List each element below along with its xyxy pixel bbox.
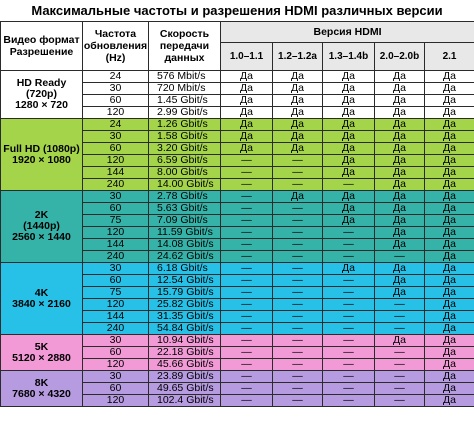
header-version: Версия HDMI [221, 22, 474, 43]
version-support-cell: Да [323, 131, 375, 143]
version-support-cell: — [273, 311, 323, 323]
version-support-cell: Да [273, 119, 323, 131]
data-rate-cell: 6.59 Gbit/s [149, 155, 221, 167]
data-rate-cell: 576 Mbit/s [149, 71, 221, 83]
version-support-cell: — [273, 227, 323, 239]
version-support-cell: Да [323, 71, 375, 83]
version-support-cell: — [221, 167, 273, 179]
version-support-cell: Да [425, 335, 474, 347]
version-support-cell: Да [375, 155, 425, 167]
version-support-cell: — [375, 359, 425, 371]
data-rate-cell: 31.35 Gbit/s [149, 311, 221, 323]
version-support-cell: — [273, 239, 323, 251]
version-support-cell: — [323, 371, 375, 383]
frequency-cell: 30 [83, 263, 149, 275]
data-rate-cell: 12.54 Gbit/s [149, 275, 221, 287]
version-support-cell: — [323, 299, 375, 311]
version-support-cell: Да [221, 71, 273, 83]
version-support-cell: — [221, 335, 273, 347]
version-support-cell: Да [323, 203, 375, 215]
version-support-cell: Да [375, 215, 425, 227]
version-support-cell: — [375, 323, 425, 335]
version-support-cell: Да [375, 167, 425, 179]
version-support-cell: — [273, 395, 323, 407]
format-label-line: 8K [34, 376, 49, 389]
header-rate: Скорость передачи данных [149, 22, 221, 71]
version-support-cell: Да [425, 287, 474, 299]
header-version-4: 2.0–2.0b [375, 43, 425, 71]
format-label [1, 71, 83, 119]
data-rate-cell: 3.20 Gbit/s [149, 143, 221, 155]
format-label-line: 1280 × 720 [15, 99, 68, 111]
data-rate-cell: 1.45 Gbit/s [149, 95, 221, 107]
version-support-cell: Да [221, 131, 273, 143]
frequency-cell: 120 [83, 359, 149, 371]
data-rate-cell: 54.84 Gbit/s [149, 323, 221, 335]
version-support-cell: — [221, 287, 273, 299]
data-rate-cell: 1.26 Gbit/s [149, 119, 221, 131]
frequency-cell: 30 [83, 191, 149, 203]
frequency-cell: 60 [83, 143, 149, 155]
table-row [1, 263, 474, 275]
format-label-line: 7680 × 4320 [12, 387, 71, 400]
version-support-cell: — [323, 227, 375, 239]
version-support-cell: Да [375, 83, 425, 95]
frequency-cell: 120 [83, 107, 149, 119]
format-label-line: 2K [34, 209, 49, 221]
version-support-cell: — [323, 395, 375, 407]
data-rate-cell: 10.94 Gbit/s [149, 335, 221, 347]
version-support-cell: Да [375, 203, 425, 215]
version-support-cell: — [221, 191, 273, 203]
version-support-cell: — [273, 299, 323, 311]
version-support-cell: — [323, 275, 375, 287]
version-support-cell: Да [323, 263, 375, 275]
version-support-cell: Да [425, 119, 474, 131]
version-support-cell: — [273, 323, 323, 335]
format-label-line: 5120 × 2880 [12, 351, 71, 364]
version-support-cell: Да [425, 191, 474, 203]
version-support-cell: — [375, 311, 425, 323]
header-version-2: 1.2–1.2a [273, 43, 323, 71]
frequency-cell: 144 [83, 239, 149, 251]
version-support-cell: Да [425, 311, 474, 323]
version-support-cell: — [221, 359, 273, 371]
frequency-cell: 30 [83, 371, 149, 383]
format-label-line: 4K [34, 286, 49, 299]
version-support-cell: Да [273, 95, 323, 107]
page-title: Максимальные частоты и разрешения HDMI различных версии [31, 3, 443, 18]
version-support-cell: Да [323, 95, 375, 107]
table-body [1, 71, 474, 407]
data-rate-cell: 6.18 Gbit/s [149, 263, 221, 275]
version-support-cell: Да [221, 83, 273, 95]
version-support-cell: — [273, 347, 323, 359]
version-support-cell: — [323, 323, 375, 335]
data-rate-cell: 22.18 Gbit/s [149, 347, 221, 359]
version-support-cell: Да [425, 299, 474, 311]
version-support-cell: — [221, 155, 273, 167]
version-support-cell: — [273, 155, 323, 167]
version-support-cell: Да [323, 83, 375, 95]
version-support-cell: — [323, 311, 375, 323]
version-support-cell: Да [425, 227, 474, 239]
header-format: Видео формат Разрешение [1, 22, 83, 71]
version-support-cell: — [323, 347, 375, 359]
version-support-cell: — [323, 359, 375, 371]
version-support-cell: Да [425, 251, 474, 263]
version-support-cell: Да [323, 107, 375, 119]
version-support-cell: — [273, 263, 323, 275]
frequency-cell: 120 [83, 299, 149, 311]
data-rate-cell: 102.4 Gbit/s [149, 395, 221, 407]
header-version-3: 1.3–1.4b [323, 43, 375, 71]
data-rate-cell: 14.00 Gbit/s [149, 179, 221, 191]
version-support-cell: Да [425, 143, 474, 155]
table-row [1, 71, 474, 83]
format-label [1, 335, 83, 371]
format-label [1, 371, 83, 407]
version-support-cell: Да [375, 131, 425, 143]
version-support-cell: — [221, 275, 273, 287]
version-support-cell: — [323, 335, 375, 347]
version-support-cell: Да [221, 119, 273, 131]
version-support-cell: Да [425, 371, 474, 383]
data-rate-cell: 25.82 Gbit/s [149, 299, 221, 311]
version-support-cell: Да [375, 179, 425, 191]
data-rate-cell: 24.62 Gbit/s [149, 251, 221, 263]
version-support-cell: — [273, 251, 323, 263]
version-support-cell: Да [425, 179, 474, 191]
version-support-cell: Да [425, 275, 474, 287]
version-support-cell: — [221, 239, 273, 251]
version-support-cell: — [221, 203, 273, 215]
version-support-cell: Да [273, 191, 323, 203]
format-label [1, 263, 83, 335]
version-support-cell: Да [425, 215, 474, 227]
version-support-cell: Да [273, 131, 323, 143]
version-support-cell: — [375, 395, 425, 407]
frequency-cell: 75 [83, 287, 149, 299]
version-support-cell: Да [425, 95, 474, 107]
data-rate-cell: 11.59 Gbit/s [149, 227, 221, 239]
data-rate-cell: 45.66 Gbit/s [149, 359, 221, 371]
format-label-line: 5K [34, 340, 49, 353]
frequency-cell: 120 [83, 155, 149, 167]
header-version-1: 1.0–1.1 [221, 43, 273, 71]
frequency-cell: 60 [83, 203, 149, 215]
version-support-cell: — [221, 215, 273, 227]
table-row [1, 371, 474, 383]
version-support-cell: — [375, 371, 425, 383]
version-support-cell: — [273, 371, 323, 383]
table-row [1, 119, 474, 131]
version-support-cell: — [221, 179, 273, 191]
version-support-cell: Да [425, 203, 474, 215]
frequency-cell: 24 [83, 71, 149, 83]
format-label-line: 1920 × 1080 [12, 153, 71, 166]
version-support-cell: — [221, 251, 273, 263]
version-support-cell: Да [375, 275, 425, 287]
version-support-cell: — [221, 383, 273, 395]
version-support-cell: Да [375, 263, 425, 275]
version-support-cell: Да [425, 107, 474, 119]
data-rate-cell: 2.78 Gbit/s [149, 191, 221, 203]
version-support-cell: Да [375, 191, 425, 203]
version-support-cell: Да [323, 191, 375, 203]
data-rate-cell: 5.63 Gbit/s [149, 203, 221, 215]
frequency-cell: 144 [83, 311, 149, 323]
version-support-cell: Да [425, 359, 474, 371]
version-support-cell: — [221, 371, 273, 383]
frequency-cell: 240 [83, 179, 149, 191]
version-support-cell: — [273, 335, 323, 347]
version-support-cell: Да [323, 143, 375, 155]
version-support-cell: Да [375, 227, 425, 239]
frequency-cell: 30 [83, 335, 149, 347]
version-support-cell: Да [323, 167, 375, 179]
version-support-cell: — [221, 323, 273, 335]
frequency-cell: 120 [83, 395, 149, 407]
version-support-cell: Да [425, 323, 474, 335]
version-support-cell: — [221, 263, 273, 275]
version-support-cell: — [273, 383, 323, 395]
version-support-cell: — [375, 347, 425, 359]
version-support-cell: — [273, 359, 323, 371]
version-support-cell: — [273, 215, 323, 227]
format-label [1, 191, 83, 263]
format-label-line: (1440p) [23, 220, 60, 232]
version-support-cell: Да [375, 335, 425, 347]
version-support-cell: — [273, 179, 323, 191]
version-support-cell: Да [425, 71, 474, 83]
frequency-cell: 144 [83, 167, 149, 179]
version-support-cell: — [323, 239, 375, 251]
version-support-cell: Да [375, 143, 425, 155]
version-support-cell: Да [425, 239, 474, 251]
frequency-cell: 240 [83, 323, 149, 335]
version-support-cell: — [375, 251, 425, 263]
version-support-cell: Да [425, 83, 474, 95]
version-support-cell: Да [425, 395, 474, 407]
data-rate-cell: 23.89 Gbit/s [149, 371, 221, 383]
version-support-cell: — [375, 299, 425, 311]
frequency-cell: 75 [83, 215, 149, 227]
version-support-cell: Да [375, 287, 425, 299]
frequency-cell: 60 [83, 275, 149, 287]
format-label-line: HD Ready [16, 77, 67, 89]
version-support-cell: — [273, 203, 323, 215]
frequency-cell: 120 [83, 227, 149, 239]
data-rate-cell: 8.00 Gbit/s [149, 167, 221, 179]
data-rate-cell: 1.58 Gbit/s [149, 131, 221, 143]
version-support-cell: Да [425, 263, 474, 275]
version-support-cell: Да [273, 107, 323, 119]
version-support-cell: — [323, 179, 375, 191]
table-row [1, 191, 474, 203]
version-support-cell: — [221, 227, 273, 239]
version-support-cell: Да [375, 95, 425, 107]
version-support-cell: Да [425, 383, 474, 395]
version-support-cell: Да [273, 143, 323, 155]
data-rate-cell: 720 Mbit/s [149, 83, 221, 95]
data-rate-cell: 14.08 Gbit/s [149, 239, 221, 251]
version-support-cell: Да [273, 83, 323, 95]
version-support-cell: — [221, 347, 273, 359]
version-support-cell: Да [425, 155, 474, 167]
version-support-cell: — [323, 287, 375, 299]
version-support-cell: — [221, 395, 273, 407]
frequency-cell: 30 [83, 131, 149, 143]
version-support-cell: — [323, 251, 375, 263]
version-support-cell: — [273, 167, 323, 179]
frequency-cell: 240 [83, 251, 149, 263]
version-support-cell: Да [273, 71, 323, 83]
version-support-cell: Да [221, 107, 273, 119]
version-support-cell: Да [323, 119, 375, 131]
version-support-cell: Да [425, 347, 474, 359]
data-rate-cell: 15.79 Gbit/s [149, 287, 221, 299]
version-support-cell: Да [425, 131, 474, 143]
version-support-cell: — [273, 275, 323, 287]
header-frequency: Частота обновления (Hz) [83, 22, 149, 71]
version-support-cell: — [273, 287, 323, 299]
frequency-cell: 60 [83, 347, 149, 359]
version-support-cell: — [221, 311, 273, 323]
format-label-line: 2560 × 1440 [12, 231, 71, 243]
format-label-line: 3840 × 2160 [12, 297, 71, 310]
version-support-cell: Да [323, 155, 375, 167]
format-label-line: (720p) [26, 88, 57, 100]
frequency-cell: 30 [83, 83, 149, 95]
version-support-cell: Да [375, 119, 425, 131]
version-support-cell: Да [375, 71, 425, 83]
version-support-cell: Да [221, 143, 273, 155]
frequency-cell: 60 [83, 95, 149, 107]
frequency-cell: 24 [83, 119, 149, 131]
format-label-line: Full HD (1080p) [3, 142, 80, 155]
version-support-cell: — [221, 299, 273, 311]
frequency-cell: 60 [83, 383, 149, 395]
data-rate-cell: 49.65 Gbit/s [149, 383, 221, 395]
table-row [1, 335, 474, 347]
version-support-cell: Да [221, 95, 273, 107]
version-support-cell: — [375, 383, 425, 395]
format-label [1, 119, 83, 191]
data-rate-cell: 7.09 Gbit/s [149, 215, 221, 227]
version-support-cell: — [323, 383, 375, 395]
hdmi-table [0, 21, 474, 407]
data-rate-cell: 2.99 Gbit/s [149, 107, 221, 119]
version-support-cell: Да [323, 215, 375, 227]
version-support-cell: Да [375, 239, 425, 251]
header-version-5: 2.1 [425, 43, 474, 71]
version-support-cell: Да [425, 167, 474, 179]
version-support-cell: Да [375, 107, 425, 119]
